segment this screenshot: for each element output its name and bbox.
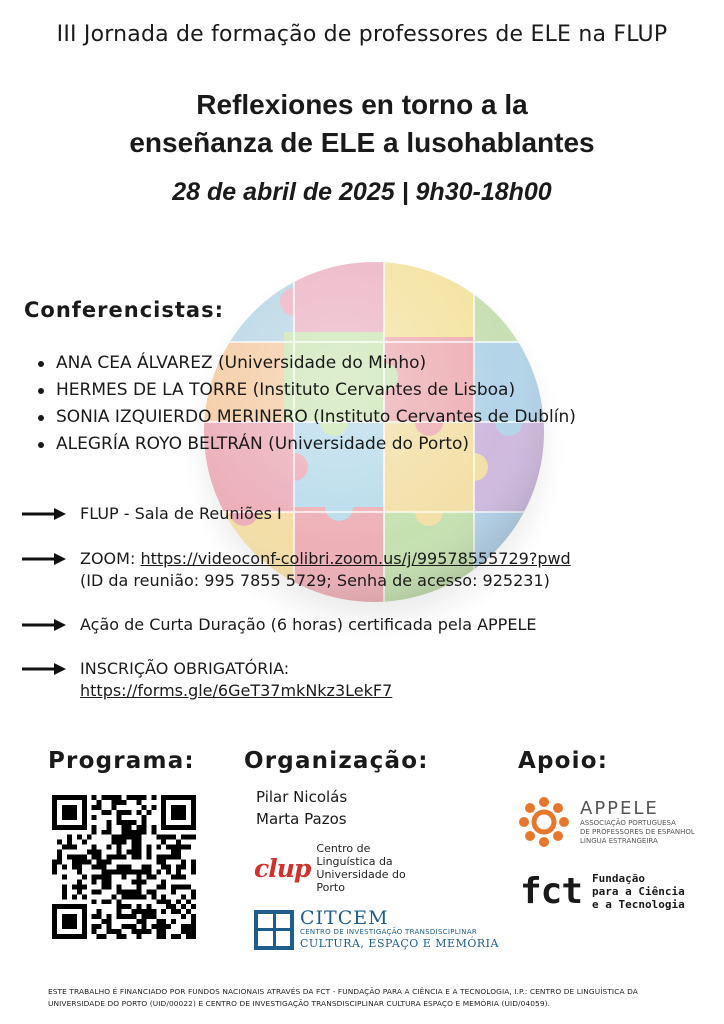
clup-logo	[254, 842, 406, 894]
arrow-right-icon	[22, 661, 66, 677]
appele-subtitle: LÍNGUA ESTRANGEIRA	[580, 836, 658, 845]
organizer-name: Pilar Nicolás	[256, 788, 348, 806]
clup-mark: clup	[254, 853, 311, 883]
zoom-row	[22, 548, 571, 592]
arrow-right-icon	[22, 617, 66, 633]
speaker-item: SONIA IZQUIERDO MERINERO (Instituto Cervantes de Dublín)	[36, 404, 576, 431]
title-line-2: enseñanza de ELE a lusohablantes	[129, 127, 595, 158]
zoom-details: (ID da reunião: 995 7855 5729; Senha de acesso: 925231)	[80, 571, 550, 590]
citcem-subtitle-2: CULTURA, ESPAÇO E MEMÓRIA	[300, 937, 499, 950]
fct-text-line: e a Tecnologia	[592, 898, 685, 911]
appele-name: APPELE	[580, 797, 659, 819]
speaker-item: HERMES DE LA TORRE (Instituto Cervantes de Lisboa)	[36, 377, 576, 404]
qr-code-image[interactable]	[52, 795, 196, 939]
inscricao-row	[22, 658, 392, 702]
event-series-title: III Jornada de formação de professores de ELE na FLUP	[56, 22, 668, 47]
programa-heading: Programa:	[48, 748, 195, 774]
organizer-name: Marta Pazos	[256, 810, 347, 828]
inscricao-info	[80, 658, 392, 702]
funding-footer: ESTE TRABALHO É FINANCIADO POR FUNDOS NACIONAIS ATRAVÉS DA FCT - FUNDAÇÃO PARA A CIÊNCIA E A TECNOLOGIA, I.P.: CENTRO DE LINGUÍSTICA DA UNIVERSIDADE DO PORTO (UID/00022) E CENTRO DE INVESTIGAÇÃO TRANSDISCIPLINAR CULTURA ESPAÇO E MEMÓRIA (UID/04059).	[48, 987, 638, 1008]
main-title	[0, 86, 724, 162]
fct-mark: fct	[520, 870, 583, 912]
appele-subtitle: ASSOCIAÇÃO PORTUGUESA	[580, 818, 676, 827]
fct-text-line: para a Ciência	[592, 885, 685, 898]
citcem-name: CITCEM	[300, 907, 389, 929]
fct-text	[592, 872, 685, 911]
zoom-label: ZOOM:	[80, 549, 141, 568]
clup-text-line: Universidade do	[316, 868, 406, 881]
location-text: FLUP - Sala de Reuniões I	[80, 504, 282, 523]
organizers	[256, 786, 347, 830]
appele-mark-icon	[516, 794, 572, 850]
title-line-1: Reflexiones en torno a la	[196, 89, 528, 120]
speaker-item: ALEGRÍA ROYO BELTRÁN (Universidade do Porto)	[36, 431, 576, 458]
fct-logo	[520, 872, 685, 911]
apoio-heading: Apoio:	[518, 748, 609, 774]
certification-row	[22, 614, 536, 636]
clup-text	[316, 842, 405, 894]
speaker-list	[36, 350, 576, 458]
citcem-mark-icon	[254, 910, 294, 950]
event-date: 28 de abril de 2025 | 9h30-18h00	[172, 178, 552, 206]
citcem-logo	[254, 908, 499, 951]
conferencistas-heading: Conferencistas:	[24, 298, 224, 322]
appele-subtitle: DE PROFESSORES DE ESPANHOL	[580, 827, 695, 836]
clup-text-line: Linguística da	[316, 855, 393, 868]
inscricao-label: INSCRIÇÃO OBRIGATÓRIA:	[80, 659, 290, 678]
zoom-link[interactable]: https://videoconf-colibri.zoom.us/j/99578555729?pwd	[140, 549, 571, 568]
citcem-subtitle: CENTRO DE INVESTIGAÇÃO TRANSDISCIPLINAR	[300, 928, 478, 936]
clup-text-line: Porto	[316, 881, 345, 894]
zoom-info	[80, 548, 571, 592]
certification-text: Ação de Curta Duração (6 horas) certificada pela APPELE	[80, 615, 537, 634]
appele-logo	[516, 794, 695, 850]
arrow-right-icon	[22, 551, 66, 567]
speaker-item: ANA CEA ÁLVAREZ (Universidade do Minho)	[36, 350, 576, 377]
clup-text-line: Centro de	[316, 842, 371, 855]
inscricao-link[interactable]: https://forms.gle/6GeT37mkNkz3LekF7	[80, 681, 393, 700]
arrow-right-icon	[22, 506, 66, 522]
organizacao-heading: Organização:	[244, 748, 429, 774]
location-row	[22, 503, 282, 525]
fct-text-line: Fundação	[592, 872, 646, 885]
